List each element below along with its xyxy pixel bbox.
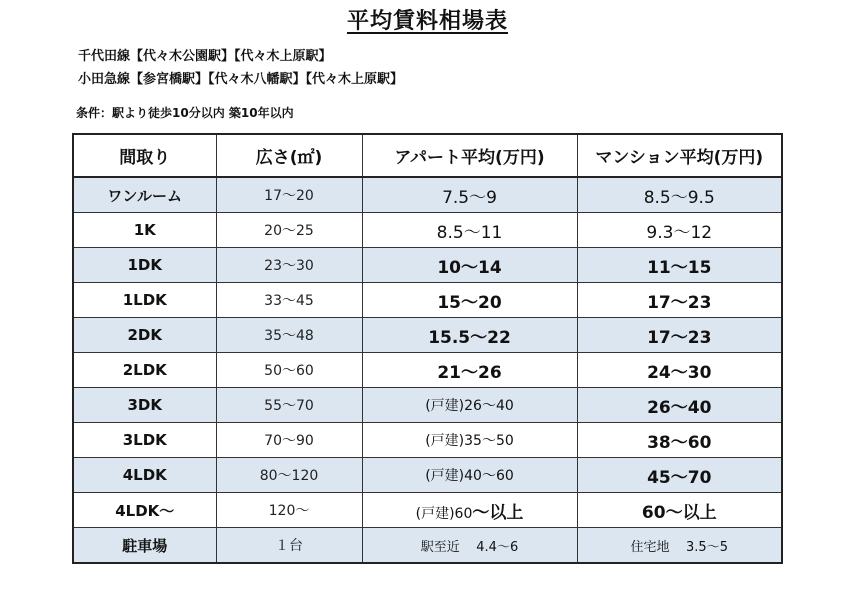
cell-mansion: 11～15: [577, 248, 782, 283]
cell-apartment: 21～26: [362, 353, 577, 388]
cell-apartment: (戸建)26～40: [362, 388, 577, 423]
cell-area: 80～120: [216, 458, 362, 493]
cell-layout: ワンルーム: [73, 177, 216, 213]
table-row: [73, 283, 782, 318]
cell-area: 70～90: [216, 423, 362, 458]
cell-layout: 駐車場: [73, 528, 216, 564]
header-apartment-avg: アパート平均(万円): [362, 134, 577, 177]
table-row: [73, 388, 782, 423]
table-row: [73, 248, 782, 283]
cell-mansion: 8.5～9.5: [577, 177, 782, 213]
cell-area: 50～60: [216, 353, 362, 388]
cell-mansion: 26～40: [577, 388, 782, 423]
header-area: 広さ(㎡): [216, 134, 362, 177]
cell-apartment: (戸建)40～60: [362, 458, 577, 493]
cell-apartment: 8.5～11: [362, 213, 577, 248]
table-row: [73, 458, 782, 493]
cell-area: 20～25: [216, 213, 362, 248]
cell-apartment: [362, 493, 577, 528]
cell-area: 17～20: [216, 177, 362, 213]
header-mansion-avg: マンション平均(万円): [577, 134, 782, 177]
cell-mansion: 住宅地 3.5～5: [577, 528, 782, 564]
cell-mansion: 45～70: [577, 458, 782, 493]
cell-layout: 4LDK～: [73, 493, 216, 528]
cell-layout: 3DK: [73, 388, 216, 423]
table-row: [73, 493, 782, 528]
cell-apartment: 7.5～9: [362, 177, 577, 213]
table-row: [73, 213, 782, 248]
condition-note: 条件：駅より徒歩10分以内 築10年以内: [76, 106, 294, 120]
page-title: 平均賃料相場表: [346, 9, 508, 34]
apartment-suffix: ～以上: [472, 502, 524, 523]
table-row: [73, 423, 782, 458]
cell-mansion: 17～23: [577, 283, 782, 318]
cell-apartment: 駅至近 4.4～6: [362, 528, 577, 564]
table-row: [73, 177, 782, 213]
cell-layout: 1K: [73, 213, 216, 248]
cell-apartment: 10～14: [362, 248, 577, 283]
cell-area: 35～48: [216, 318, 362, 353]
cell-apartment: 15.5～22: [362, 318, 577, 353]
cell-mansion: 9.3～12: [577, 213, 782, 248]
cell-area: １台: [216, 528, 362, 564]
cell-apartment: 15～20: [362, 283, 577, 318]
table-header-row: [73, 134, 782, 177]
cell-area: 55～70: [216, 388, 362, 423]
table-row: [73, 528, 782, 564]
table-row: [73, 353, 782, 388]
cell-area: 23～30: [216, 248, 362, 283]
cell-layout: 1LDK: [73, 283, 216, 318]
cell-layout: 2LDK: [73, 353, 216, 388]
table-row: [73, 318, 782, 353]
cell-layout: 2DK: [73, 318, 216, 353]
station-line-odakyu: 小田急線【参宮橋駅】【代々木八幡駅】【代々木上原駅】: [78, 72, 404, 87]
cell-mansion: 24～30: [577, 353, 782, 388]
station-line-chiyoda: 千代田線【代々木公園駅】【代々木上原駅】: [78, 49, 332, 64]
cell-mansion: 60～以上: [577, 493, 782, 528]
apartment-prefix: (戸建)60: [415, 505, 473, 522]
cell-mansion: 38～60: [577, 423, 782, 458]
cell-layout: 4LDK: [73, 458, 216, 493]
rent-table: [72, 133, 783, 564]
cell-apartment: (戸建)35～50: [362, 423, 577, 458]
cell-area: 33～45: [216, 283, 362, 318]
cell-area: 120～: [216, 493, 362, 528]
header-layout: 間取り: [73, 134, 216, 177]
cell-layout: 1DK: [73, 248, 216, 283]
cell-layout: 3LDK: [73, 423, 216, 458]
cell-mansion: 17～23: [577, 318, 782, 353]
